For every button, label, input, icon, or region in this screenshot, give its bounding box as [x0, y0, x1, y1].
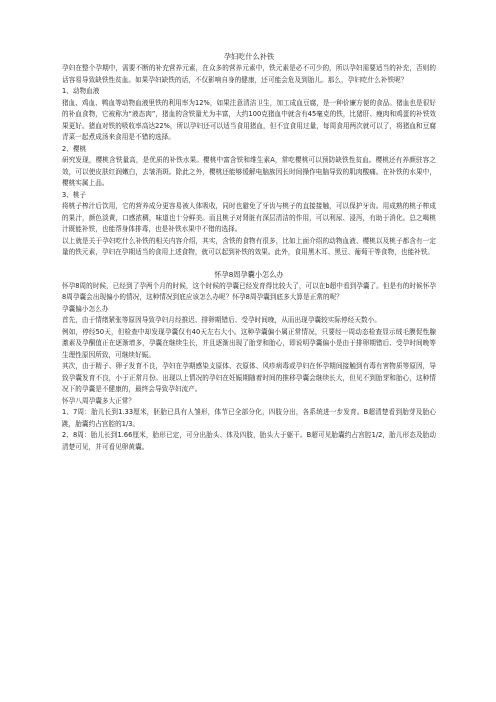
paragraph: 研究发现，樱桃含铁量高，是优质的补铁水果。樱桃中富含铁和维生素A，常吃樱桃可以预防缺铁性贫血。樱桃还有养颜驻容之效，可以使皮肤红润嫩白，去皱消斑。除此之外，樱桃还能够缓解电脑族因长时间操作电脑导致的肌肉酸痛。在补铁的水果中，樱桃实属上品。 — [62, 156, 436, 187]
section-1-body — [62, 63, 436, 259]
subheading: 孕囊偏小怎么办 — [62, 304, 109, 313]
paragraph: 2、8周：胎儿长到1.66厘米，胎形已定，可分出胎头、体及四肢，胎头大于躯干。B超可见胎囊约占宫腔1/2，胎儿形态及胎动清楚可见，并可看见卵黄囊。 — [62, 431, 436, 451]
paragraph: 1、7周：胎儿长到1.33厘米，胚胎已具有人雏形，体节已全部分化，四肢分出，各系统进一步发育。B超清楚看到胎芽及胎心跳，胎囊约占宫腔的1/3。 — [62, 408, 436, 428]
section-spacer — [62, 259, 436, 270]
document-page — [62, 52, 436, 453]
paragraph: 例如，停经50天，但检查中却发现孕囊仅有40天左右大小。这种孕囊偏小属正常情况，只要经一周动态检查显示绒毛膜促性腺激素及孕酮值正在逐渐增多，孕囊在继续生长，并且逐渐出现了胎芽和胎心，即说明孕囊偏小是由于排卵期错后、受孕时间晚等生理性原因所致，可继续好娠。 — [62, 327, 436, 359]
paragraph: 首先，由于情绪紧张等原因导致孕妇月经推迟、排卵期错后、受孕时间晚，从而出现孕囊较实际停经天数小。 — [62, 316, 381, 324]
paragraph: 孕妇在整个孕期中，需要不断的补充营养元素，在众多的营养元素中，铁元素是必不可少的，所以孕妇需要适当的补充，否则的话容易导致缺铁性贫血。如果孕妇缺铁的话，不仅影响自身的健康，还可能会危及到胎儿。那么，孕妇吃什么补铁呢？ — [62, 64, 436, 84]
paragraph: 怀孕8周的时候，已经到了孕两个月的时候，这个时候的孕囊已经发育得比较大了，可以在b超中看到孕囊了。但是有的时候怀孕8周孕囊会出现偏小的情况，这种情况到底应该怎么办呢？怀孕8周孕囊到底多大算是正常的呢？ — [62, 281, 436, 301]
paragraph: 以上就是关于孕妇吃什么补铁的相关内容介绍，其实，含铁的食物有很多，比如上面介绍的动物血液、樱桃以及桃子都含有一定量的铁元素，孕妇在孕期适当的食用上述食物，就可以起到补铁的效果。此外，食用黑木耳、黑豆、葡萄干等食物，也能补铁。 — [62, 236, 436, 256]
subheading: 1、动物血液 — [62, 87, 100, 95]
subheading: 3、桃子 — [62, 190, 87, 199]
paragraph: 其次，由于精子、卵子发育不良，孕妇在孕期感染支原体、衣原体、风疹病毒或孕妇在怀孕期间接触到有毒有害物质等原因，导致孕囊发育不良，小于正常月份。出现以上情况的孕妇在妊娠期随着时间的推移孕囊会继续长大，但见不到胎芽和胎心，这种情况下的孕囊是不健康的，最终会导致孕妇流产。 — [62, 362, 436, 393]
section-2-body — [62, 281, 436, 454]
paragraph: 将桃子榨汁后饮用，它的营养成分更容易被人体吸收，同时也避免了牙齿与桃子的直接接触，可以保护牙齿。用成熟的桃子榨成的果汁，颜色淡黄，口感浓稠，味道也十分鲜美。而且桃子对肾脏有深层清洁的作用，可以利尿、浸泻，有助于消化。总之喝桃汁既能补铁，也能帮身体排毒，也是补铁水果中不错的选择。 — [62, 202, 436, 233]
subheading: 2、樱桃 — [62, 144, 87, 153]
section-1-title: 孕妇吃什么补铁 — [223, 52, 275, 61]
subheading: 怀孕八周孕囊多大正常？ — [62, 396, 136, 405]
section-2-title: 怀孕8周孕囊小怎么办 — [214, 269, 284, 279]
paragraph: 猪血、鸡血、鸭血等动物血液里铁的利用率为12%，如果注意清洁卫生，加工成血豆腐，是一种价廉方便的食品。猪血也是很好的补血食物，它被称为“液态肉”，猪血的含铁量尤为丰富，大约100克猪血中就含有45毫克的铁，比猪肝、瘦肉和鸡蛋的补铁效果更好。猪血对铁的吸收率高达22%，所以孕妇还可以适当食用猪血，但不宜食用过量，每周食用两次就可以了，将猪血和豆腐青菜一起煮成汤来食用是不错的选择。 — [62, 98, 436, 141]
